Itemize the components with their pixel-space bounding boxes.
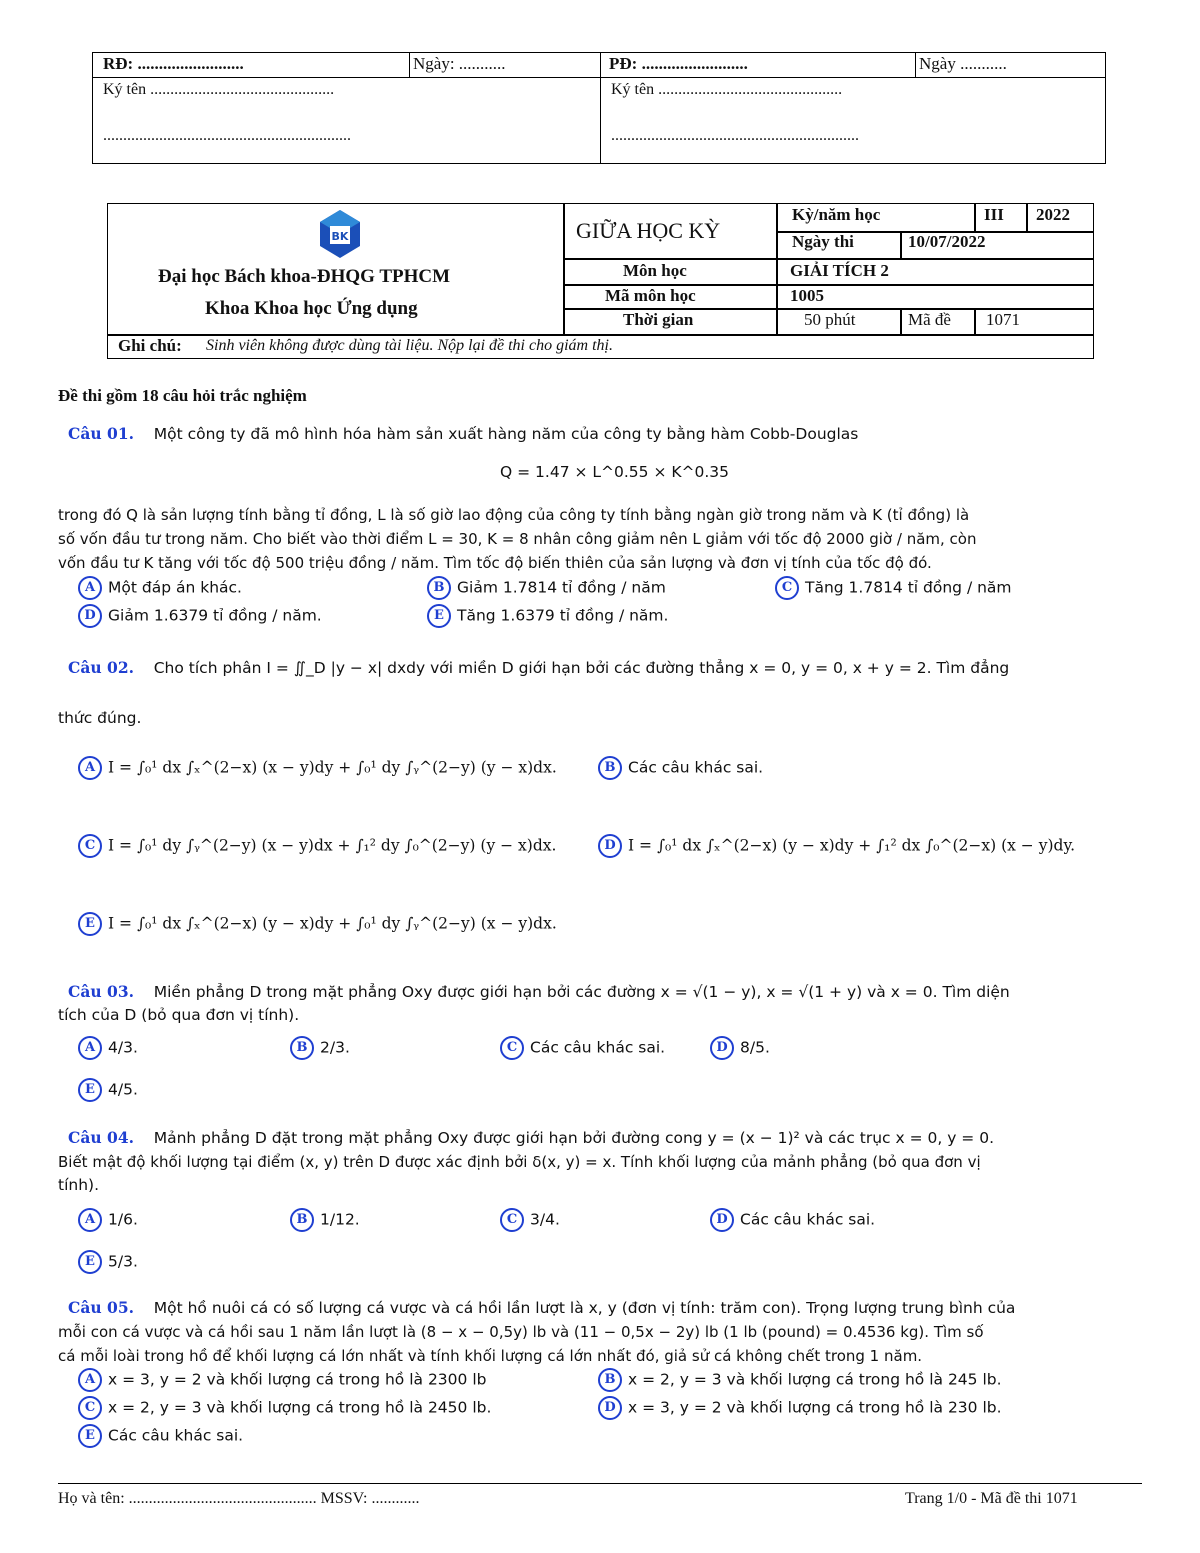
faculty-name: Khoa Khoa học Ứng dụng xyxy=(205,298,418,319)
q3-choice-e[interactable]: E 4/5. xyxy=(78,1078,138,1102)
sign-left: Ký tên .............................................. xyxy=(103,81,335,98)
q1-choice-e[interactable]: E Tăng 1.6379 tỉ đồng / năm. xyxy=(427,604,668,628)
choice-marker: B xyxy=(290,1208,314,1232)
note-text: Sinh viên không được dùng tài liệu. Nộp lại đề thi cho giám thị. xyxy=(206,337,613,354)
q1-text2: trong đó Q là sản lượng tính bằng tỉ đồng, L là số giờ lao động của công ty tính bằng ngàn giờ trong năm và K (tỉ đồng) là xyxy=(58,506,970,524)
q5-choice-c[interactable]: C x = 2, y = 3 và khối lượng cá trong hồ là 2450 lb. xyxy=(78,1396,491,1420)
q5-choice-e[interactable]: E Các câu khác sai. xyxy=(78,1424,243,1448)
question-1-line1: Câu 01. Một công ty đã mô hình hóa hàm sản xuất hàng năm của công ty bằng hàm Cobb-Douglas xyxy=(68,424,859,443)
q5-text2: mỗi con cá vược và cá hồi sau 1 năm lần lượt là (8 − x − 0,5y) lb và (11 − 0,5x − 2y) lb (1 lb (pound) = 0.4536 kg). Tìm số xyxy=(58,1323,984,1341)
code-value: 1005 xyxy=(790,286,824,305)
choice-marker: E xyxy=(427,604,451,628)
university-logo xyxy=(316,208,364,260)
intro: Đề thi gồm 18 câu hỏi trắc nghiệm xyxy=(58,386,307,405)
choice-marker: C xyxy=(500,1208,524,1232)
q3-text2: tích của D (bỏ qua đơn vị tính). xyxy=(58,1006,300,1024)
choice-marker: A xyxy=(78,756,102,780)
university-name: Đại học Bách khoa-ĐHQG TPHCM xyxy=(158,266,451,287)
footer-name-field: Họ và tên: ............................................... MSSV: ............ xyxy=(58,1490,420,1507)
pd-field: PĐ: ......................... xyxy=(609,54,748,73)
choice-marker: C xyxy=(78,1396,102,1420)
q4-choice-b[interactable]: B 1/12. xyxy=(290,1208,360,1232)
question-2-line1: Câu 02. Cho tích phân I = ∬_D |y − x| dxdy với miền D giới hạn bởi các đường thẳng x = 0, y = 0, x + y = 2. Tìm đẳng xyxy=(68,658,1010,677)
q1-choice-c[interactable]: C Tăng 1.7814 tỉ đồng / năm xyxy=(775,576,1012,600)
choice-marker: B xyxy=(598,1368,622,1392)
question-5-line1: Câu 05. Một hồ nuôi cá có số lượng cá vược và cá hồi lần lượt là x, y (đơn vị tính: trăm con). Trọng lượng trung bình của xyxy=(68,1298,1016,1317)
q1-choice-d[interactable]: D Giảm 1.6379 tỉ đồng / năm. xyxy=(78,604,322,628)
q3-choice-a[interactable]: A 4/3. xyxy=(78,1036,138,1060)
svg-text:BK: BK xyxy=(331,230,349,243)
choice-marker: D xyxy=(710,1036,734,1060)
choice-marker: B xyxy=(598,756,622,780)
q2-choice-c[interactable]: C I = ∫₀¹ dy ∫ᵧ^(2−y) (x − y)dx + ∫₁² dy ∫₀^(2−y) (y − x)dx. xyxy=(78,834,556,858)
question-label: Câu 01. xyxy=(68,424,135,443)
question-3-line1: Câu 03. Miền phẳng D trong mặt phẳng Oxy được giới hạn bởi các đường x = √(1 − y), x = √(1 + y) và x = 0. Tìm diện xyxy=(68,982,1010,1001)
q4-text3: tính). xyxy=(58,1176,100,1194)
pd-date-field: Ngày ........... xyxy=(919,54,1007,73)
q1-text3: số vốn đầu tư trong năm. Cho biết vào thời điểm L = 30, K = 8 nhân công giảm nên L giảm với tốc độ 2000 giờ / năm, còn xyxy=(58,530,977,548)
q1-choice-b[interactable]: B Giảm 1.7814 tỉ đồng / năm xyxy=(427,576,666,600)
choice-marker: C xyxy=(78,834,102,858)
q4-choice-e[interactable]: E 5/3. xyxy=(78,1250,138,1274)
q5-choice-b[interactable]: B x = 2, y = 3 và khối lượng cá trong hồ là 245 lb. xyxy=(598,1368,1002,1392)
exam-code-label: Mã đề xyxy=(908,310,951,329)
q1-text4: vốn đầu tư K tăng với tốc độ 500 triệu đồng / năm. Tìm tốc độ biến thiên của sản lượng và đơn vị tính của tốc độ đó. xyxy=(58,554,932,572)
time-value: 50 phút xyxy=(804,310,856,329)
term-value: III xyxy=(984,205,1004,224)
year-value: 2022 xyxy=(1036,205,1070,224)
choice-marker: D xyxy=(78,604,102,628)
choice-marker: B xyxy=(427,576,451,600)
date-value: 10/07/2022 xyxy=(908,232,986,251)
question-label: Câu 02. xyxy=(68,658,135,677)
choice-marker: A xyxy=(78,1368,102,1392)
footer-rule xyxy=(58,1483,1142,1484)
choice-marker: D xyxy=(598,1396,622,1420)
q5-choice-d[interactable]: D x = 3, y = 2 và khối lượng cá trong hồ là 230 lb. xyxy=(598,1396,1002,1420)
q4-choice-a[interactable]: A 1/6. xyxy=(78,1208,138,1232)
q3-choice-c[interactable]: C Các câu khác sai. xyxy=(500,1036,665,1060)
q2-choice-a[interactable]: A I = ∫₀¹ dx ∫ₓ^(2−x) (x − y)dy + ∫₀¹ dy ∫ᵧ^(2−y) (y − x)dx. xyxy=(78,756,557,780)
term-label: Kỳ/năm học xyxy=(792,205,881,224)
note-label: Ghi chú: xyxy=(118,336,182,355)
choice-marker: D xyxy=(710,1208,734,1232)
q5-text3: cá mỗi loài trong hồ để khối lượng cá lớn nhất và tính khối lượng cá lớn nhất đó, giả sử cá không chết trong 1 năm. xyxy=(58,1347,923,1365)
q2-text2: thức đúng. xyxy=(58,709,142,727)
question-4-line1: Câu 04. Mảnh phẳng D đặt trong mặt phẳng Oxy được giới hạn bởi đường cong y = (x − 1)² và các trục x = 0, y = 0. xyxy=(68,1128,995,1147)
choice-marker: E xyxy=(78,1424,102,1448)
q4-text2: Biết mật độ khối lượng tại điểm (x, y) trên D được xác định bởi δ(x, y) = x. Tính khối lượng của mảnh phẳng (bỏ qua đơn vị xyxy=(58,1153,981,1171)
question-label: Câu 04. xyxy=(68,1128,135,1147)
choice-marker: E xyxy=(78,912,102,936)
exam-code-value: 1071 xyxy=(986,310,1020,329)
choice-marker: A xyxy=(78,1036,102,1060)
choice-marker: C xyxy=(775,576,799,600)
choice-marker: D xyxy=(598,834,622,858)
rd-field: RĐ: ......................... xyxy=(103,54,244,73)
time-label: Thời gian xyxy=(623,310,694,329)
question-label: Câu 03. xyxy=(68,982,135,1001)
q5-choice-a[interactable]: A x = 3, y = 2 và khối lượng cá trong hồ là 2300 lb xyxy=(78,1368,486,1392)
q2-choice-d[interactable]: D I = ∫₀¹ dx ∫ₓ^(2−x) (y − x)dy + ∫₁² dx ∫₀^(2−x) (x − y)dy. xyxy=(598,834,1075,858)
q1-formula: Q = 1.47 × L^0.55 × K^0.35 xyxy=(500,463,730,481)
code-label: Mã môn học xyxy=(605,286,696,305)
footer-page: Trang 1/0 - Mã đề thi 1071 xyxy=(905,1490,1078,1507)
sign-right: Ký tên .............................................. xyxy=(611,81,843,98)
exam-type: GIỮA HỌC KỲ xyxy=(576,218,721,243)
subject-label: Môn học xyxy=(623,261,687,280)
q2-choice-b[interactable]: B Các câu khác sai. xyxy=(598,756,763,780)
choice-marker: A xyxy=(78,1208,102,1232)
q2-choice-e[interactable]: E I = ∫₀¹ dx ∫ₓ^(2−x) (y − x)dy + ∫₀¹ dy ∫ᵧ^(2−y) (x − y)dx. xyxy=(78,912,557,936)
q1-choice-a[interactable]: A Một đáp án khác. xyxy=(78,576,242,600)
subject-value: GIẢI TÍCH 2 xyxy=(790,261,889,280)
choice-marker: E xyxy=(78,1078,102,1102)
q4-choice-d[interactable]: D Các câu khác sai. xyxy=(710,1208,875,1232)
date-label: Ngày thi xyxy=(792,232,854,251)
grader-box xyxy=(92,52,1106,164)
dots-right: .............................................................. xyxy=(611,127,859,144)
choice-marker: A xyxy=(78,576,102,600)
choice-marker: C xyxy=(500,1036,524,1060)
dots-left: .............................................................. xyxy=(103,127,351,144)
grader-divider xyxy=(600,53,601,163)
q4-choice-c[interactable]: C 3/4. xyxy=(500,1208,560,1232)
q3-choice-b[interactable]: B 2/3. xyxy=(290,1036,350,1060)
exam-header xyxy=(107,203,1094,359)
q3-choice-d[interactable]: D 8/5. xyxy=(710,1036,770,1060)
question-label: Câu 05. xyxy=(68,1298,135,1317)
choice-marker: B xyxy=(290,1036,314,1060)
choice-marker: E xyxy=(78,1250,102,1274)
rd-date-field: Ngày: ........... xyxy=(413,54,506,73)
